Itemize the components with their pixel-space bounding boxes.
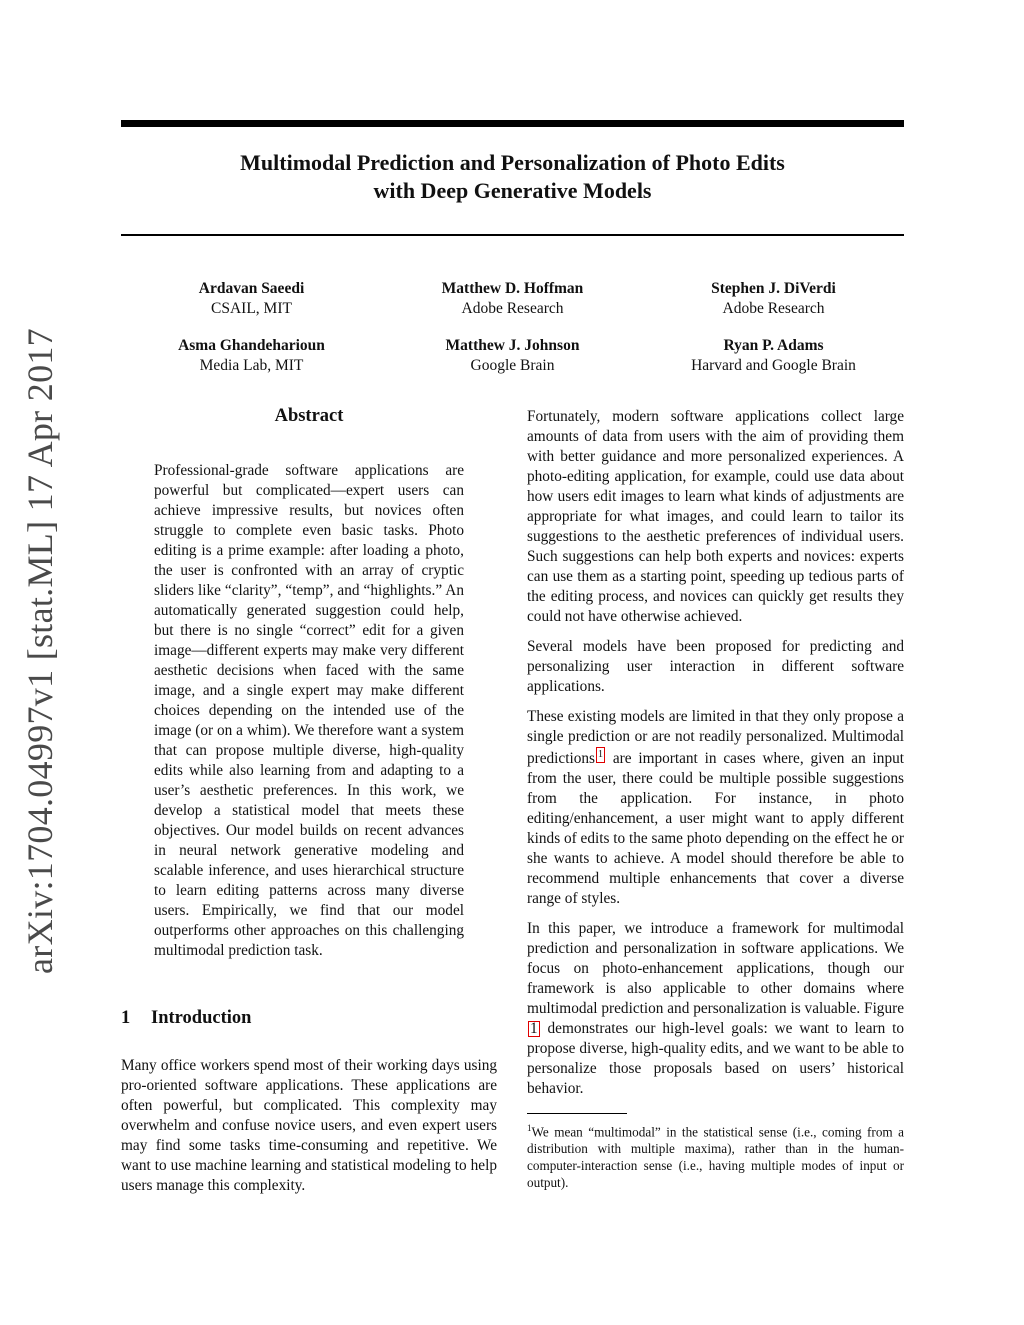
body-paragraph — [527, 919, 904, 1099]
title-line-1: Multimodal Prediction and Personalization of Photo Edits — [240, 150, 785, 175]
author-name: Matthew J. Johnson — [445, 337, 580, 354]
author-row-1 — [121, 279, 904, 319]
author-affiliation: Google Brain — [470, 357, 555, 374]
author-name: Ryan P. Adams — [723, 337, 824, 354]
author-affiliation: Harvard and Google Brain — [691, 357, 856, 374]
author-name: Stephen J. DiVerdi — [711, 280, 836, 297]
author-affiliation: CSAIL, MIT — [211, 300, 292, 317]
section-number: 1 — [121, 1008, 131, 1028]
title-line-2: with Deep Generative Models — [373, 178, 652, 203]
footnote-text: We mean “multimodal” in the statistical sense (i.e., coming from a distribution with multiple maxima), rather than in the human-computer-interaction sense (i.e., having multiple modes of input or output). — [527, 1124, 904, 1191]
introduction-paragraph: Many office workers spend most of their working days using pro-oriented software applications. These applications are often powerful, but complicated. This complexity may overwhelm and confuse novice users, and even expert users may find some tasks time-consuming and repetitive. We want to use machine learning and statistical modeling to help users manage this complexity. — [121, 1057, 497, 1194]
author — [382, 279, 643, 319]
arxiv-stamp — [4, 328, 76, 974]
left-column — [121, 403, 497, 1196]
author-name: Asma Ghandeharioun — [178, 337, 325, 354]
author-name: Ardavan Saeedi — [198, 280, 305, 297]
author-affiliation: Media Lab, MIT — [199, 357, 304, 374]
figure-link[interactable]: 1 — [530, 1020, 538, 1037]
body-paragraph — [527, 707, 904, 909]
paragraph-text: In this paper, we introduce a framework for multimodal prediction and personalization in software applications. We focus on photo-enhancement applications, though our framework is also applicable to other domains where multimodal prediction and personalization is valuable. Figure — [527, 920, 904, 1017]
paper-title — [121, 149, 904, 205]
author-affiliation: Adobe Research — [722, 300, 825, 317]
author — [121, 336, 382, 376]
author — [382, 336, 643, 376]
author-name: Matthew D. Hoffman — [441, 280, 584, 297]
author — [121, 279, 382, 319]
body-paragraph: Fortunately, modern software applications collect large amounts of data from users with the aim of providing them with better guidance and more personalized experiences. A photo-editing application, for example, could use data about how users edit images to learn what kinds of adjustments are appropriate for what images, and could learn to tailor its suggestions to the aesthetic preferences of individual users. Such suggestions can help both experts and novices: experts can use them as a starting point, speeding up tedious parts of the editing process, and novices can quickly get results they could not have otherwise achieved. — [527, 408, 904, 625]
section-title: Introduction — [151, 1008, 252, 1028]
paragraph-text: are important in cases where, given an input from the user, there could be multiple possible suggestions from the application. For instance, in photo editing/enhancement, a user might want to apply different kinds of edits to the same photo depending on the effect he or she wants to achieve. A model should therefore be able to recommend multiple enhancements that cover a diverse range of styles. — [527, 750, 904, 907]
abstract-heading: Abstract — [274, 406, 344, 426]
footnote-link[interactable]: 1 — [596, 747, 605, 763]
title-top-rule — [121, 120, 904, 127]
footnote-mark: 1 — [527, 1123, 532, 1133]
abstract-body: Professional-grade software applications are powerful but complicated—expert users can achieve impressive results, but novices often struggle to complete even basic tasks. Photo editing is a prime example: after loading a photo, the user is confronted with an array of cryptic sliders like “clarity”, “temp”, and “highlights.” An automatically generated suggestion could help, but there is no single “correct” edit for a given image—different experts may make very different aesthetic decisions when faced with the same image, and a single expert may make different choices depending on the intended use of the image (or on a whim). We therefore want a system that can propose multiple diverse, high-quality edits while also learning from and adapting to a user’s aesthetic preferences. In this work, we develop a statistical model that meets these objectives. Our model builds on recent advances in neural network generative modeling and scalable inference, and uses hierarchical structure to learn editing patterns across many diverse users. Empirically, we find that our model outperforms other approaches on this challenging multimodal prediction task. — [154, 462, 464, 959]
body-paragraph: Several models have been proposed for predicting and personalizing user interaction in different software applications. — [527, 638, 904, 695]
author — [643, 279, 904, 319]
author-block — [121, 279, 904, 393]
paragraph-text: demonstrates our high-level goals: we want to learn to propose diverse, high-quality edits, and we want to be able to personalize those proposals based on users’ historical behavior. — [527, 1020, 904, 1097]
right-column — [527, 407, 904, 1191]
footnote — [527, 1120, 904, 1191]
introduction-heading — [121, 1006, 497, 1030]
author-row-2 — [121, 336, 904, 376]
footnote-rule — [527, 1113, 627, 1114]
arxiv-identifier: arXiv:1704.04997v1 [stat.ML] 17 Apr 2017 — [20, 328, 60, 974]
author-affiliation: Adobe Research — [461, 300, 564, 317]
author — [643, 336, 904, 376]
paragraph-text: These existing models are limited in that they only propose a single prediction or are not readily personalized. Multimodal predictions — [527, 708, 904, 767]
title-bottom-rule — [121, 234, 904, 236]
